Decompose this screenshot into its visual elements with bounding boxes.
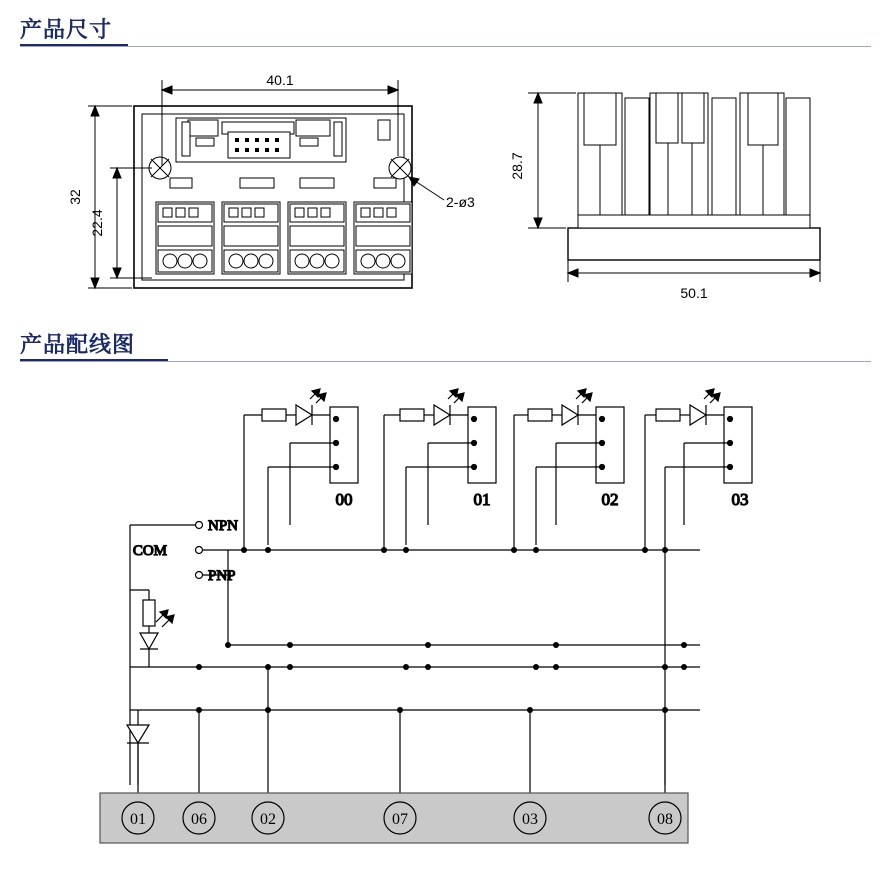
wiring-svg [0, 375, 891, 875]
dim-label-height-total: 32 [67, 189, 83, 205]
connector-pin-label-07: 07 [392, 811, 408, 828]
pad-3 [300, 178, 334, 188]
section-title-dimensions: 产品尺寸 [20, 18, 113, 43]
side-view [568, 93, 820, 260]
connector-pin-label-06: 06 [191, 811, 207, 828]
connector-pin-label-08: 08 [657, 811, 673, 828]
connector-pin-label-01: 01 [130, 811, 146, 828]
connector-slot-left [196, 138, 214, 146]
section-rule-line-dimensions [20, 46, 871, 47]
dim-height-32 [88, 106, 132, 288]
dim-width-50-1 [568, 260, 820, 282]
channel-block-03 [645, 389, 752, 785]
connector-pin-label-02: 02 [260, 811, 276, 828]
dim-label-hole-note: 2-ø3 [446, 194, 475, 210]
channel-label-03: 03 [731, 490, 749, 509]
leader-hole-note [409, 177, 444, 200]
connector-edge-left [182, 122, 190, 156]
pad-2 [240, 178, 274, 188]
dim-label-height-inner: 22.4 [89, 209, 105, 237]
channel-label-01: 01 [473, 490, 491, 509]
channel-label-00: 00 [335, 490, 353, 509]
section-title-wiring: 产品配线图 [20, 333, 136, 358]
input-led-stage [130, 590, 700, 667]
dim-label-side-height: 28.7 [509, 152, 525, 180]
connector-slot-right [300, 138, 318, 146]
connector-pin-label-03: 03 [522, 811, 538, 828]
signal-label-npn: NPN [208, 518, 239, 534]
channel-label-02: 02 [601, 490, 619, 509]
connector-tab-right [296, 120, 330, 136]
connector-pin-housing [228, 132, 290, 158]
front-view-marker [378, 120, 390, 140]
channel-block-01 [384, 389, 496, 550]
channel-block-00 [244, 389, 358, 550]
signal-label-pnp: PNP [208, 568, 236, 584]
dim-label-width-front: 40.1 [266, 72, 294, 88]
signal-terminals [130, 522, 700, 786]
connector-tab-left [188, 120, 218, 136]
channel-block-02 [514, 389, 624, 550]
pad-4 [374, 178, 396, 188]
dimensions-svg [0, 60, 891, 315]
dimensions-drawing [0, 60, 891, 315]
dim-height-28-7 [528, 93, 576, 228]
wiring-diagram [0, 375, 891, 875]
dim-label-side-width: 50.1 [680, 285, 708, 301]
pad-1 [170, 178, 192, 188]
signal-label-com: COM [132, 543, 167, 559]
connector-edge-right [334, 122, 342, 156]
section-rule-line-wiring [20, 361, 871, 362]
